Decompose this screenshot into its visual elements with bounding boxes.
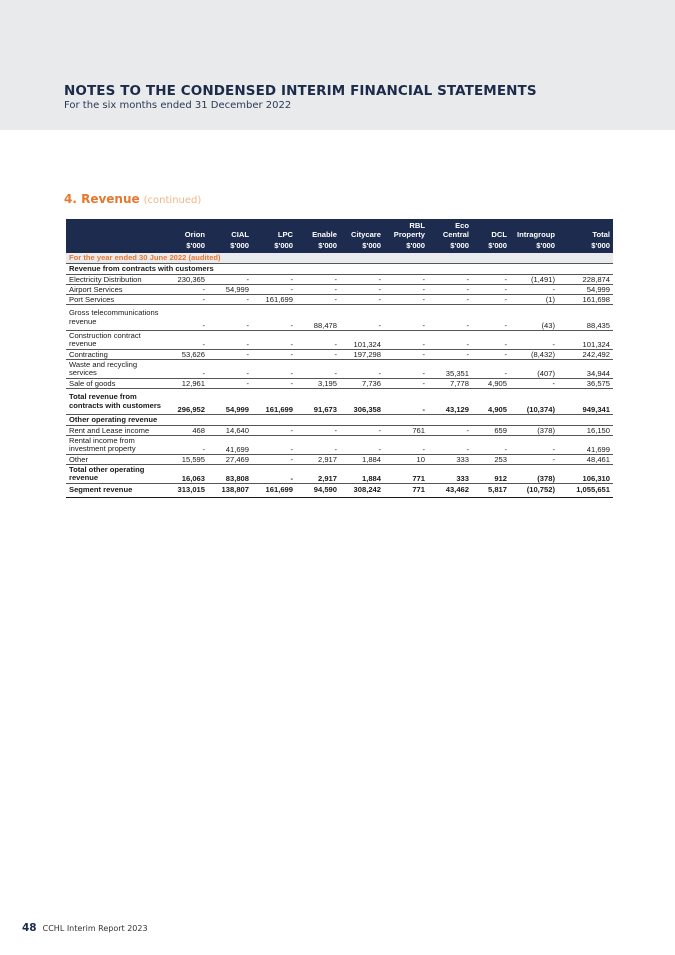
cell-value: -	[428, 295, 472, 305]
cell-value: 48,461	[558, 455, 613, 465]
column-header-line2: Enable	[312, 229, 337, 239]
cell-value: 2,917	[296, 465, 340, 484]
cell-value: 313,015	[164, 484, 208, 498]
section-continued: (continued)	[143, 195, 202, 206]
cell-value: 34,944	[558, 360, 613, 379]
cell-value: -	[428, 350, 472, 360]
cell-value: -	[252, 436, 296, 455]
cell-value: -	[384, 331, 428, 350]
cell-value: 53,626	[164, 350, 208, 360]
cell-value: 101,324	[340, 331, 384, 350]
cell-value: 15,595	[164, 455, 208, 465]
cell-value: 659	[472, 426, 510, 436]
column-header	[66, 219, 164, 240]
cell-value: -	[428, 285, 472, 295]
cell-value: -	[428, 305, 472, 331]
table-row	[66, 285, 613, 295]
cell-value: 161,699	[252, 389, 296, 415]
column-unit: $'000	[208, 240, 252, 253]
cell-value: -	[252, 350, 296, 360]
cell-value: -	[252, 360, 296, 379]
table-row	[66, 350, 613, 360]
column-header-line2: CIAL	[231, 229, 249, 239]
cell-value: 7,736	[340, 379, 384, 389]
cell-value: 43,462	[428, 484, 472, 498]
cell-value: 91,673	[296, 389, 340, 415]
cell-value: -	[428, 436, 472, 455]
row-label: Construction contract revenue	[66, 331, 164, 350]
cell-value: -	[208, 331, 252, 350]
cell-value: 3,195	[296, 379, 340, 389]
table-row	[66, 305, 613, 331]
cell-value: -	[296, 285, 340, 295]
cell-value: 14,640	[208, 426, 252, 436]
cell-value: (407)	[510, 360, 558, 379]
column-header	[252, 219, 296, 240]
page-number: 48	[22, 922, 37, 934]
column-header	[472, 219, 510, 240]
column-header-line2: Total	[592, 229, 610, 239]
cell-value: -	[384, 389, 428, 415]
cell-value: 35,351	[428, 360, 472, 379]
cell-value: (378)	[510, 426, 558, 436]
column-header-line2: Property	[393, 229, 425, 239]
cell-value: 230,365	[164, 275, 208, 285]
cell-value: -	[252, 285, 296, 295]
cell-value: -	[510, 379, 558, 389]
row-label: Sale of goods	[66, 379, 164, 389]
cell-value: -	[296, 275, 340, 285]
cell-value: 161,699	[252, 295, 296, 305]
cell-value: -	[252, 331, 296, 350]
column-header	[296, 219, 340, 240]
cell-value: -	[252, 465, 296, 484]
cell-value: (378)	[510, 465, 558, 484]
column-header-line2: Citycare	[351, 229, 381, 239]
cell-value: -	[208, 379, 252, 389]
cell-value: 88,478	[296, 305, 340, 331]
cell-value: (8,432)	[510, 350, 558, 360]
column-unit: $'000	[296, 240, 340, 253]
cell-value: -	[164, 360, 208, 379]
section-heading	[64, 192, 201, 206]
column-header-line1: Eco	[455, 221, 469, 230]
cell-value: -	[208, 360, 252, 379]
cell-value: -	[252, 305, 296, 331]
cell-value: -	[384, 379, 428, 389]
column-header-line2: LPC	[277, 229, 293, 239]
cell-value: -	[384, 436, 428, 455]
cell-value: -	[208, 350, 252, 360]
cell-value: 54,999	[208, 285, 252, 295]
cell-value: 771	[384, 484, 428, 498]
cell-value: (1)	[510, 295, 558, 305]
column-header	[164, 219, 208, 240]
cell-value: -	[296, 360, 340, 379]
cell-value: (43)	[510, 305, 558, 331]
cell-value: 228,874	[558, 275, 613, 285]
cell-value: 1,884	[340, 455, 384, 465]
cell-value: -	[472, 305, 510, 331]
cell-value: 43,129	[428, 389, 472, 415]
column-unit: $'000	[428, 240, 472, 253]
cell-value: (10,752)	[510, 484, 558, 498]
cell-value: -	[164, 285, 208, 295]
cell-value: -	[510, 331, 558, 350]
section-title: 4. Revenue	[64, 192, 140, 206]
cell-value: 1,055,651	[558, 484, 613, 498]
cell-value: 7,778	[428, 379, 472, 389]
column-unit: $'000	[510, 240, 558, 253]
column-header-line1: RBL	[409, 221, 425, 230]
cell-value: 296,952	[164, 389, 208, 415]
cell-value: -	[164, 295, 208, 305]
column-header-line2: Central	[442, 229, 469, 239]
cell-value: 306,358	[340, 389, 384, 415]
table-header	[66, 219, 613, 253]
cell-value: -	[340, 426, 384, 436]
cell-value: 5,817	[472, 484, 510, 498]
cell-value: 54,999	[208, 389, 252, 415]
cell-value: 16,150	[558, 426, 613, 436]
cell-value: -	[340, 436, 384, 455]
cell-value: -	[296, 350, 340, 360]
cell-value: -	[384, 295, 428, 305]
row-label: Total revenue from contracts with customers	[66, 389, 164, 415]
cell-value: -	[164, 436, 208, 455]
cell-value: 2,917	[296, 455, 340, 465]
cell-value: -	[252, 455, 296, 465]
column-header	[428, 219, 472, 240]
other-heading: Other operating revenue	[66, 415, 613, 426]
row-label: Electricity Distribution	[66, 275, 164, 285]
row-label: Waste and recycling services	[66, 360, 164, 379]
table-row	[66, 360, 613, 379]
cell-value: 10	[384, 455, 428, 465]
column-header	[510, 219, 558, 240]
row-label: Other	[66, 455, 164, 465]
cell-value: 468	[164, 426, 208, 436]
cell-value: -	[428, 426, 472, 436]
period-row	[66, 253, 613, 264]
table-row	[66, 426, 613, 436]
cell-value: -	[252, 426, 296, 436]
cell-value: -	[208, 275, 252, 285]
column-unit: $'000	[384, 240, 428, 253]
cell-value: 4,905	[472, 379, 510, 389]
cell-value: 36,575	[558, 379, 613, 389]
row-label: Segment revenue	[66, 484, 164, 498]
period-label: For the year ended 30 June 2022 (audited)	[66, 253, 613, 264]
cell-value: -	[252, 275, 296, 285]
cell-value: 54,999	[558, 285, 613, 295]
cell-value: -	[472, 350, 510, 360]
cell-value: -	[208, 295, 252, 305]
cell-value: -	[296, 436, 340, 455]
cell-value: -	[340, 360, 384, 379]
row-label: Port Services	[66, 295, 164, 305]
cell-value: -	[164, 331, 208, 350]
cell-value: 41,699	[558, 436, 613, 455]
column-header-line1	[69, 231, 161, 240]
cell-value: -	[340, 305, 384, 331]
cell-value: -	[472, 285, 510, 295]
cell-value: 12,961	[164, 379, 208, 389]
cell-value: -	[296, 331, 340, 350]
column-header	[208, 219, 252, 240]
cell-value: 161,698	[558, 295, 613, 305]
cell-value: -	[472, 360, 510, 379]
column-unit: $'000	[164, 240, 208, 253]
total-row	[66, 484, 613, 498]
cell-value: 16,063	[164, 465, 208, 484]
cell-value: -	[340, 285, 384, 295]
column-unit: $'000	[340, 240, 384, 253]
table-row	[66, 331, 613, 350]
cell-value: -	[472, 331, 510, 350]
cell-value: 94,590	[296, 484, 340, 498]
row-label: Contracting	[66, 350, 164, 360]
cell-value: 1,884	[340, 465, 384, 484]
column-header-line2: Intragroup	[517, 229, 555, 239]
table-row	[66, 275, 613, 285]
cell-value: -	[384, 350, 428, 360]
column-unit: $'000	[472, 240, 510, 253]
cell-value: (10,374)	[510, 389, 558, 415]
cell-value: 912	[472, 465, 510, 484]
table-row	[66, 455, 613, 465]
cell-value: 41,699	[208, 436, 252, 455]
column-header	[558, 219, 613, 240]
column-header-line2: DCL	[491, 229, 507, 239]
table-body	[66, 253, 613, 498]
cell-value: -	[472, 275, 510, 285]
contracts-heading: Revenue from contracts with customers	[66, 264, 613, 275]
cell-value: 4,905	[472, 389, 510, 415]
cell-value: -	[340, 295, 384, 305]
cell-value: 101,324	[558, 331, 613, 350]
cell-value: 83,808	[208, 465, 252, 484]
column-unit: $'000	[558, 240, 613, 253]
row-label: Total other operating revenue	[66, 465, 164, 484]
row-label: Airport Services	[66, 285, 164, 295]
table-row	[66, 295, 613, 305]
revenue-table	[66, 219, 613, 498]
cell-value: 308,242	[340, 484, 384, 498]
cell-value: 771	[384, 465, 428, 484]
column-header	[340, 219, 384, 240]
cell-value: 138,807	[208, 484, 252, 498]
table-row	[66, 436, 613, 455]
cell-value: -	[428, 331, 472, 350]
row-label: Rental income from investment property	[66, 436, 164, 455]
cell-value: 161,699	[252, 484, 296, 498]
cell-value: 333	[428, 455, 472, 465]
cell-value: 761	[384, 426, 428, 436]
cell-value: 333	[428, 465, 472, 484]
cell-value: 253	[472, 455, 510, 465]
cell-value: -	[510, 455, 558, 465]
cell-value: -	[252, 379, 296, 389]
column-header-line2: Orion	[184, 229, 205, 239]
cell-value: -	[384, 285, 428, 295]
cell-value: 242,492	[558, 350, 613, 360]
subheading-row	[66, 264, 613, 275]
cell-value: 106,310	[558, 465, 613, 484]
cell-value: -	[384, 360, 428, 379]
cell-value: -	[472, 295, 510, 305]
subtotal-row	[66, 465, 613, 484]
page-footer	[22, 922, 148, 934]
cell-value: (1,491)	[510, 275, 558, 285]
row-label: Rent and Lease income	[66, 426, 164, 436]
cell-value: -	[164, 305, 208, 331]
cell-value: -	[472, 436, 510, 455]
cell-value: -	[296, 295, 340, 305]
cell-value: -	[510, 285, 558, 295]
column-unit: $'000	[252, 240, 296, 253]
page-title: NOTES TO THE CONDENSED INTERIM FINANCIAL STATEMENTS	[64, 83, 537, 99]
column-header	[384, 219, 428, 240]
subtotal-row	[66, 389, 613, 415]
subheading-row	[66, 415, 613, 426]
cell-value: -	[296, 426, 340, 436]
cell-value: 27,469	[208, 455, 252, 465]
page-subtitle: For the six months ended 31 December 2022	[64, 100, 292, 111]
cell-value: -	[208, 305, 252, 331]
report-name: CCHL Interim Report 2023	[42, 924, 148, 933]
cell-value: -	[384, 275, 428, 285]
table-row	[66, 379, 613, 389]
cell-value: 88,435	[558, 305, 613, 331]
cell-value: 949,341	[558, 389, 613, 415]
cell-value: -	[428, 275, 472, 285]
cell-value: -	[384, 305, 428, 331]
cell-value: -	[340, 275, 384, 285]
column-unit	[66, 240, 164, 253]
row-label: Gross telecommunications revenue	[66, 305, 164, 331]
cell-value: -	[510, 436, 558, 455]
cell-value: 197,298	[340, 350, 384, 360]
